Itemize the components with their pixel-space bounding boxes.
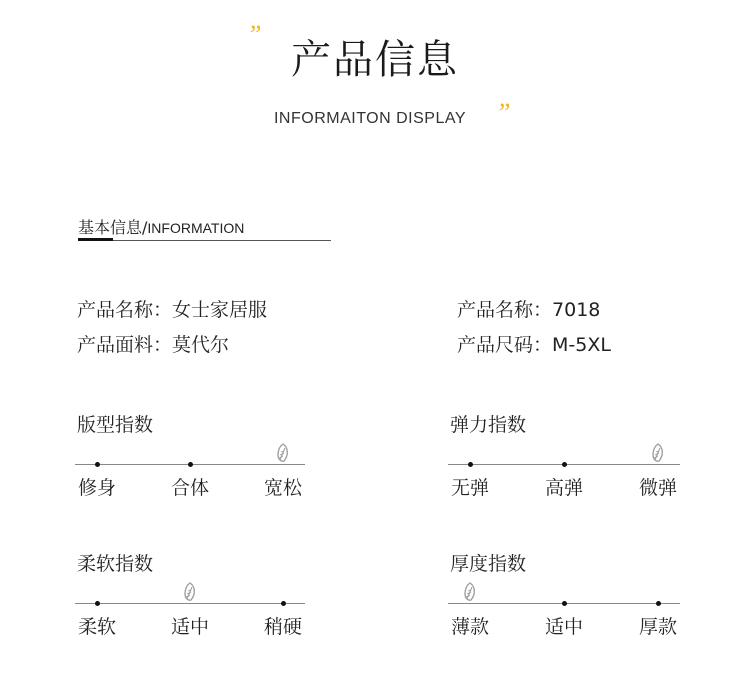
section-title-en: INFORMATION	[147, 220, 245, 236]
page-subtitle: INFORMAITON DISPLAY	[273, 110, 467, 127]
info-value: 莫代尔	[172, 334, 230, 356]
section-title-separator: /	[142, 218, 148, 237]
scale-option-label: 薄款	[450, 616, 489, 638]
leaf-marker-icon	[276, 443, 290, 463]
scale-option-label: 适中	[544, 616, 583, 638]
leaf-marker-icon	[183, 582, 197, 602]
quote-mark-icon: ”	[247, 20, 262, 49]
info-product-fabric	[77, 330, 229, 357]
info-label: 产品尺码：	[457, 334, 553, 356]
scale-option-label: 高弹	[544, 477, 583, 499]
scale-dot	[562, 462, 567, 467]
page-title: 产品信息	[291, 37, 459, 83]
section-underline-accent	[78, 238, 113, 241]
scale-option-label: 柔软	[77, 616, 116, 638]
info-value: 女士家居服	[172, 299, 268, 321]
info-label: 产品面料：	[77, 334, 173, 356]
scale-option-label: 稍硬	[263, 616, 302, 638]
section-underline	[78, 240, 331, 241]
scale-title: 版型指数	[77, 414, 154, 436]
info-label: 产品名称：	[77, 299, 173, 321]
info-label: 产品名称：	[457, 299, 553, 321]
scale-option-label: 适中	[170, 616, 209, 638]
scale-line	[75, 603, 305, 604]
section-heading	[78, 215, 244, 238]
scale-title: 厚度指数	[450, 553, 527, 575]
scale-title: 弹力指数	[450, 414, 527, 436]
scale-title: 柔软指数	[77, 553, 154, 575]
scale-option-label: 无弹	[450, 477, 489, 499]
leaf-marker-icon	[463, 582, 477, 602]
info-value: 7018	[552, 299, 601, 321]
scale-option-label: 宽松	[263, 477, 302, 499]
info-value: M-5XL	[552, 334, 611, 356]
section-title-cn: 基本信息	[78, 218, 143, 237]
scale-dot	[468, 462, 473, 467]
scale-option-label: 微弹	[638, 477, 677, 499]
leaf-marker-icon	[651, 443, 665, 463]
scale-dot	[188, 462, 193, 467]
quote-mark-icon: ”	[496, 98, 511, 127]
info-product-code	[457, 295, 600, 322]
info-product-size	[457, 330, 611, 357]
scale-dot	[562, 601, 567, 606]
scale-dot	[95, 462, 100, 467]
scale-dot	[281, 601, 286, 606]
scale-option-label: 合体	[170, 477, 209, 499]
info-product-name	[77, 295, 267, 322]
scale-dot	[656, 601, 661, 606]
scale-option-label: 厚款	[638, 616, 677, 638]
scale-dot	[95, 601, 100, 606]
scale-option-label: 修身	[77, 477, 116, 499]
